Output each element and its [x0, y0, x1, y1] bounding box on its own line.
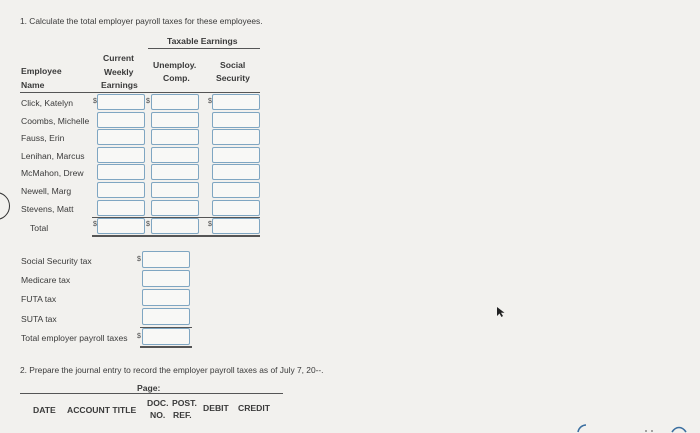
employee-name: Lenihan, Marcus: [21, 151, 85, 161]
earnings-input[interactable]: [97, 164, 145, 180]
total-label: Total: [30, 223, 49, 233]
currency-symbol: $: [93, 98, 97, 105]
employee-name: Coombs, Michelle: [21, 116, 90, 126]
social-security-input[interactable]: [212, 94, 260, 110]
total-top-rule: [92, 217, 260, 218]
header-current: Current: [103, 53, 135, 63]
header-name: Name: [21, 80, 45, 90]
earnings-input[interactable]: [97, 182, 145, 198]
social-security-input[interactable]: [212, 129, 260, 145]
unemploy-comp-input[interactable]: [151, 182, 199, 198]
header-weekly: Weekly: [104, 67, 134, 77]
journal-col-date: DATE: [33, 405, 56, 415]
table-header-rule: [20, 92, 260, 93]
suta-tax-input[interactable]: [142, 308, 190, 325]
futa-tax-input[interactable]: [142, 289, 190, 306]
journal-col-credit: CREDIT: [238, 403, 270, 413]
header-comp: Comp.: [163, 73, 190, 83]
earnings-input[interactable]: [97, 94, 145, 110]
journal-col-ref: REF.: [173, 410, 192, 420]
unemploy-comp-input[interactable]: [151, 200, 199, 216]
employee-name: Stevens, Matt: [21, 204, 74, 214]
partial-circle-decoration: [0, 192, 10, 220]
total-payroll-taxes-input[interactable]: [142, 328, 190, 345]
employee-name: Newell, Marg: [21, 186, 72, 196]
journal-page-rule: [20, 393, 283, 394]
unemploy-comp-input[interactable]: [151, 112, 199, 128]
earnings-input[interactable]: [97, 147, 145, 163]
social-security-input[interactable]: [212, 147, 260, 163]
earnings-total-input[interactable]: [97, 218, 145, 234]
currency-symbol: $: [93, 221, 97, 228]
taxable-earnings-underline: [148, 48, 260, 49]
journal-page-label: Page:: [137, 383, 161, 393]
unemploy-comp-input[interactable]: [151, 164, 199, 180]
tax-label-suta: SUTA tax: [21, 314, 57, 324]
currency-symbol: $: [137, 333, 141, 340]
medicare-tax-input[interactable]: [142, 270, 190, 287]
header-earnings: Earnings: [101, 80, 138, 90]
social-security-total-input[interactable]: [212, 218, 260, 234]
header-security: Security: [216, 73, 250, 83]
header-employee: Employee: [21, 66, 62, 76]
employee-name: Fauss, Erin: [21, 133, 65, 143]
social-security-input[interactable]: [212, 164, 260, 180]
currency-symbol: $: [137, 256, 141, 263]
tax-label-social-security: Social Security tax: [21, 256, 92, 266]
journal-col-account-title: ACCOUNT TITLE: [67, 405, 137, 415]
employee-name: McMahon, Drew: [21, 168, 84, 178]
currency-symbol: $: [146, 98, 150, 105]
unemploy-comp-input[interactable]: [151, 147, 199, 163]
currency-symbol: $: [146, 221, 150, 228]
tax-label-total: Total employer payroll taxes: [21, 333, 128, 343]
currency-symbol: $: [208, 98, 212, 105]
journal-col-no: NO.: [150, 410, 166, 420]
social-security-input[interactable]: [212, 112, 260, 128]
currency-symbol: $: [208, 221, 212, 228]
social-security-tax-input[interactable]: [142, 251, 190, 268]
earnings-input[interactable]: [97, 129, 145, 145]
header-unemploy: Unemploy.: [153, 60, 197, 70]
header-social: Social: [220, 60, 246, 70]
tax-label-futa: FUTA tax: [21, 294, 57, 304]
journal-col-doc: DOC.: [147, 398, 169, 408]
total-double-rule: [92, 235, 260, 237]
journal-col-post: POST.: [172, 398, 197, 408]
mouse-pointer-icon: [496, 306, 506, 318]
question-2-prompt: 2. Prepare the journal entry to record the employer payroll taxes as of July 7, 20--.: [20, 365, 324, 375]
unemploy-comp-total-input[interactable]: [151, 218, 199, 234]
social-security-input[interactable]: [212, 182, 260, 198]
unemploy-comp-input[interactable]: [151, 129, 199, 145]
earnings-input[interactable]: [97, 112, 145, 128]
tax-total-double-rule: [140, 346, 192, 348]
question-1-prompt: 1. Calculate the total employer payroll taxes for these employees.: [20, 16, 263, 26]
employee-name: Click, Katelyn: [21, 98, 74, 108]
journal-col-debit: DEBIT: [203, 403, 229, 413]
tax-label-medicare: Medicare tax: [21, 275, 71, 285]
unemploy-comp-input[interactable]: [151, 94, 199, 110]
taxable-earnings-header: Taxable Earnings: [167, 36, 238, 46]
social-security-input[interactable]: [212, 200, 260, 216]
earnings-input[interactable]: [97, 200, 145, 216]
cropped-bottom-toolbar-icon: [572, 424, 692, 433]
